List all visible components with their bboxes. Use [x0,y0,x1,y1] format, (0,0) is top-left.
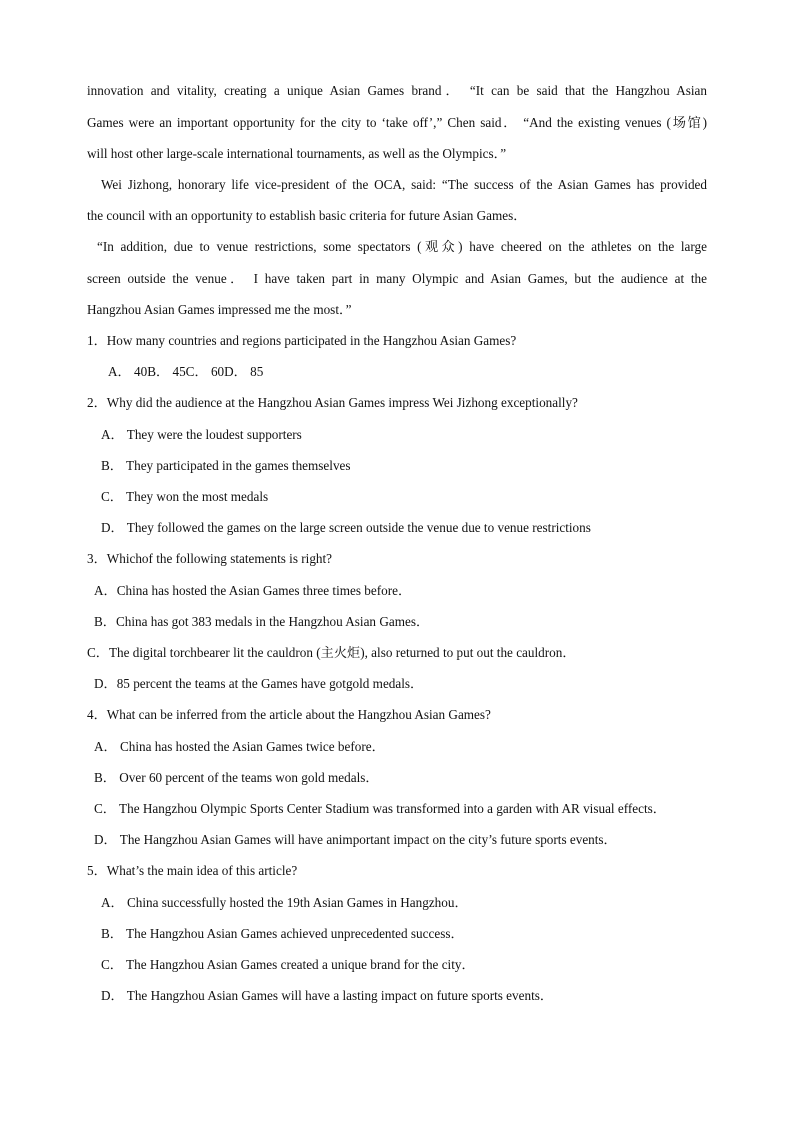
option-b: B．China has got 383 medals in the Hangzhou Asian Games． [94,614,430,629]
option-d: D． The Hangzhou Asian Games will have a lasting impact on future sports events． [101,988,554,1003]
passage-line: innovation and vitality, creating a unique Asian Games brand． “It can be said that the Hangzhou Asian [87,83,707,98]
question-stem: 5．What’s the main idea of this article? [87,863,298,878]
passage-line: Wei Jizhong, honorary life vice-president of the OCA, said: “The success of the Asian Games has provided [101,177,707,192]
option-a: A． China has hosted the Asian Games twice before． [94,739,385,754]
option-a: A．China has hosted the Asian Games three times before． [94,583,412,598]
passage-line: the council with an opportunity to establish basic criteria for future Asian Games． [87,208,527,223]
passage-line: Hangzhou Asian Games impressed me the most．” [87,302,352,317]
passage-line: “In addition, due to venue restrictions, some spectators (观众) have cheered on the athletes on the large [97,239,707,254]
option-b: B． They participated in the games themselves [101,458,351,473]
option-c: C． The Hangzhou Asian Games created a unique brand for the city． [101,957,475,972]
option-a: A． China successfully hosted the 19th Asian Games in Hangzhou． [101,895,468,910]
passage-line: will host other large-scale international tournaments, as well as the Olympics．” [87,146,507,161]
option-d: D．85 percent the teams at the Games have gotgold medals． [94,676,424,691]
question-stem: 1．How many countries and regions participated in the Hangzhou Asian Games? [87,333,517,348]
question-options-inline: A． 40B． 45C． 60D． 85 [108,364,264,379]
option-d: D． The Hangzhou Asian Games will have animportant impact on the city’s future sports events． [94,832,617,847]
option-c: C．The digital torchbearer lit the cauldron (主火炬), also returned to put out the cauldron． [87,645,576,660]
passage-line: Games were an important opportunity for the city to ‘take off’,” Chen said． “And the existing venues (场馆) [87,115,707,130]
option-a: A． They were the loudest supporters [101,427,302,442]
option-c: C． The Hangzhou Olympic Sports Center Stadium was transformed into a garden with AR visual effects． [94,801,666,816]
option-d: D． They followed the games on the large screen outside the venue due to venue restrictions [101,520,591,535]
option-b: B． Over 60 percent of the teams won gold medals． [94,770,379,785]
option-b: B． The Hangzhou Asian Games achieved unprecedented success． [101,926,464,941]
question-stem: 3．Whichof the following statements is right? [87,551,333,566]
question-stem: 4．What can be inferred from the article about the Hangzhou Asian Games? [87,707,491,722]
option-c: C． They won the most medals [101,489,269,504]
question-stem: 2．Why did the audience at the Hangzhou Asian Games impress Wei Jizhong exceptionally? [87,395,578,410]
passage-line: screen outside the venue． I have taken part in many Olympic and Asian Games, but the audience at the [87,271,707,286]
